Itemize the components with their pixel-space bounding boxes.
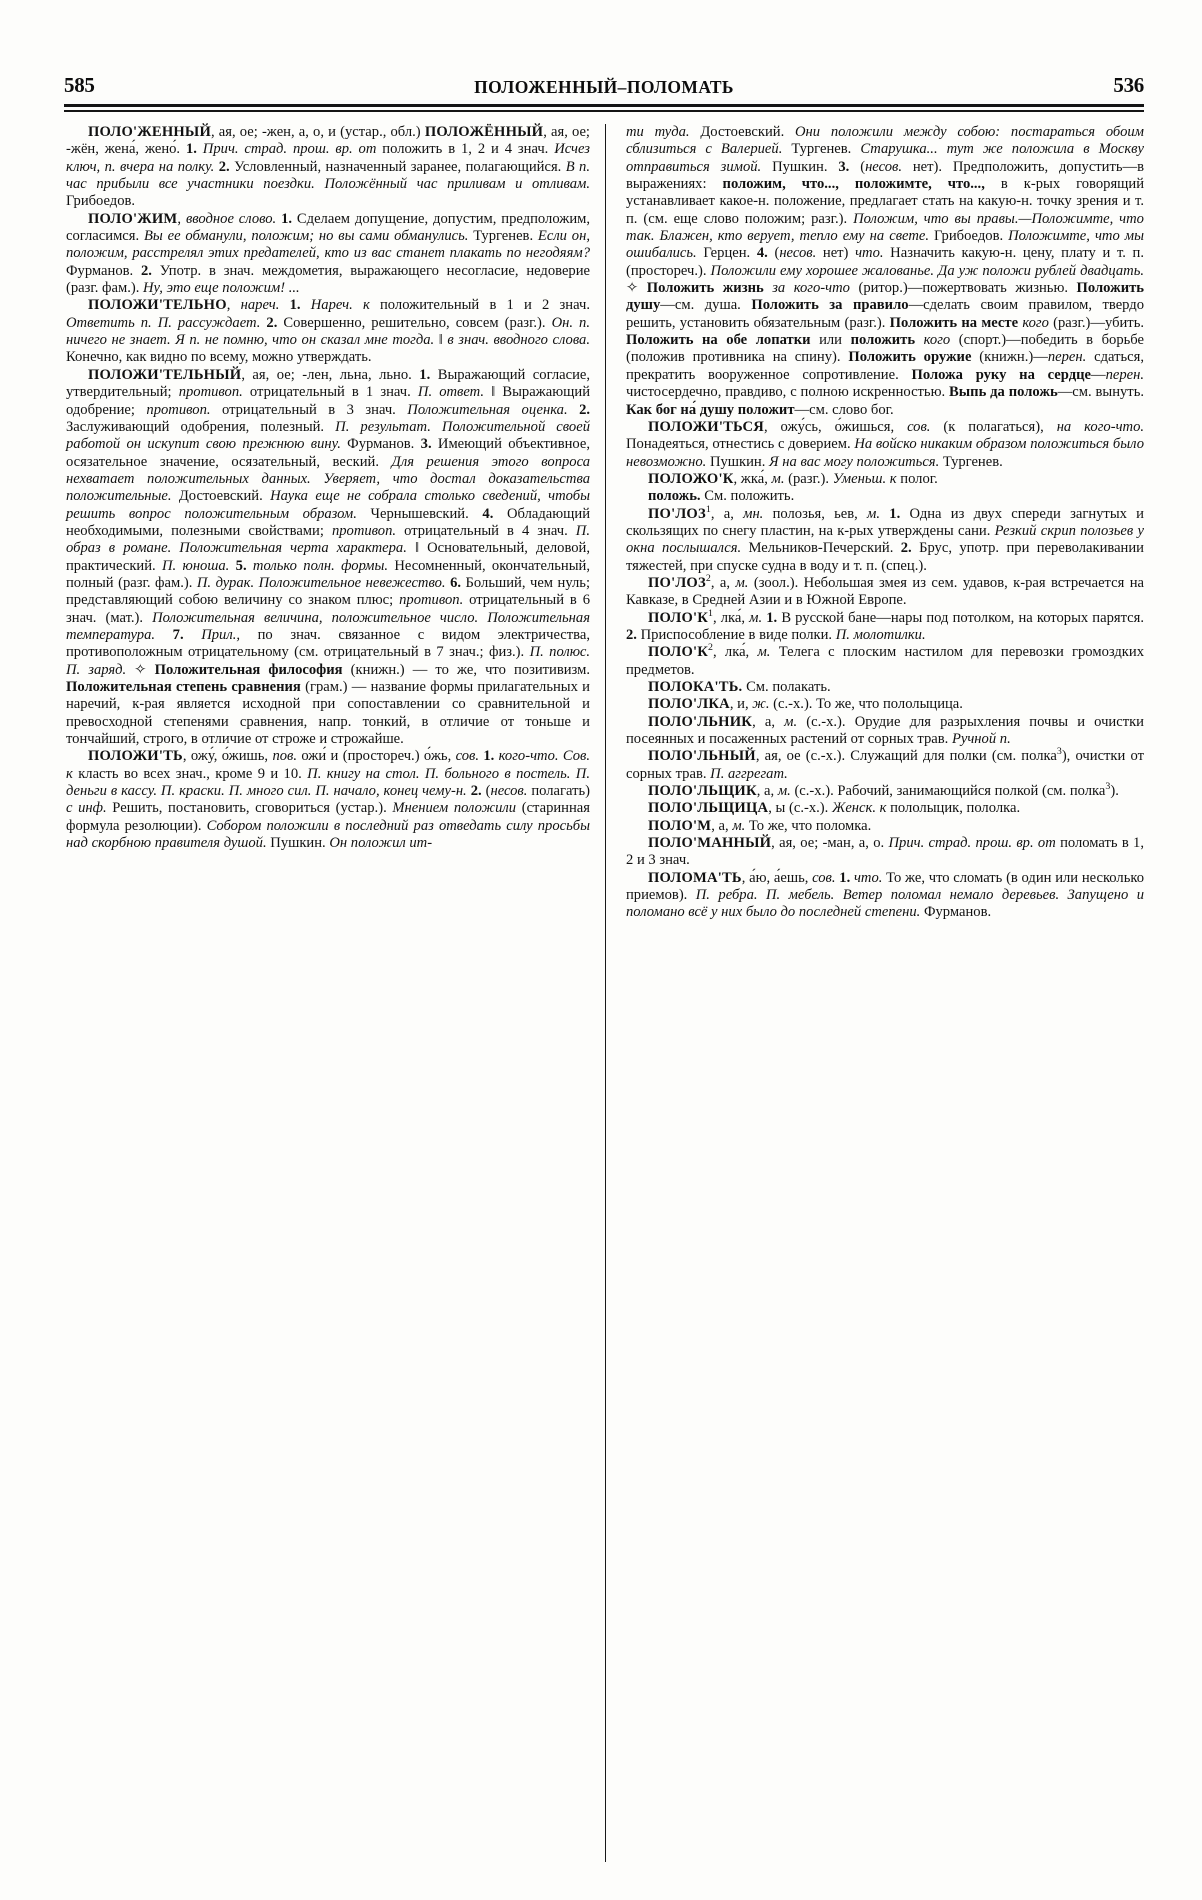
entry-body: , а, м. (зоол.). Небольшая змея из сем. удавов, к-рая встречается на Кавказе, в Средней Азии и в Южной Европе. — [626, 574, 1145, 609]
dictionary-entry — [626, 818, 1144, 835]
dictionary-entry — [626, 419, 1144, 471]
entry-body: , лка́, м. Телега с плоским настилом для перевозки громоздких предметов. — [626, 644, 1144, 678]
entry-body: , а, мн. полозья, ьев, м. 1. Одна из двух спереди загнутых и скользящих по снегу пластин, на к-рых утверждены сани. Резкий скрип полозьев у окна послышался. Мельников-Печерский. 2. Брус, употр. при переволакивании тяжестей, при спуске судна в воду и т. п. (спец.). — [626, 505, 1144, 574]
running-head — [64, 62, 1144, 96]
dictionary-entry — [626, 607, 1144, 645]
entry-body: , а́ю, а́ешь, сов. 1. что. То же, что сломать (в один или несколько приемов). П. ребра. П. мебель. Ветер поломал немало деревьев. Запущено и поломано всё у них было до последней степени. Фурманов. — [626, 869, 1144, 921]
entry-headword: ПОЛОЖИ'ТЬ — [88, 748, 183, 765]
rule-thin — [64, 110, 1144, 112]
dictionary-entry — [626, 696, 1144, 713]
folio-left: 585 — [64, 73, 95, 97]
entry-headword: ПОЛОЖО'К — [648, 470, 734, 487]
entry-headword: ПОЛОЖИ'ТЕЛЬНЫЙ — [88, 366, 242, 383]
header-rules — [64, 104, 1144, 112]
entry-headword: ПОЛО'ЛЬНИК — [648, 713, 753, 730]
entry-body: См. полакать. — [742, 679, 831, 695]
entry-headword: ПОЛО'ЛЬНЫЙ — [648, 748, 756, 765]
entry-headword: ПОЛОМА'ТЬ — [648, 869, 742, 886]
dictionary-entry — [626, 471, 1144, 488]
column-left — [66, 124, 605, 1862]
entry-headword: ПОЛОКА'ТЬ. — [648, 679, 743, 695]
dictionary-entry — [626, 714, 1144, 749]
dictionary-entry — [626, 575, 1144, 610]
dictionary-entry — [66, 211, 590, 298]
headword-superscript: 1 — [708, 607, 713, 619]
entry-body: ти туда. Достоевский. Они положили между собою: постараться обоим сблизиться с Валерией. Тургенев. Старушка... тут же положила в Москву отправиться зимой. Пушкин. 3. (несов. нет). Предположить, допустить—в выражениях: положим, что..., положимте, что..., в к-рых говорящий устанавливает какое-н. положение, предлагает стать на какую-н. точку зрения и т. п. (см. еще слово положим; разг.). Положим, что вы правы.—Положимте, что так. Блажен, кто верует, тепло ему на свете. Грибоедов. Положимте, что мы ошибались. Герцен. 4. (несов. нет) что. Назначить какую-н. цену, плату и т. п. (простореч.). Положили ему хорошее жалованье. Да уж положи рублей двадцать. ✧ Положить жизнь за кого-что (ритор.)—пожертвовать жизнью. Положить душу—см. душа. Положить за правило—сделать своим правилом, твердо решить, установить обязательным (разг.). Положить на месте кого (разг.)—убить. Положить на обе лопатки или положить кого (спорт.)—победить в борьбе (положив противника на спину). Положить оружие (книжн.)—перен. сдаться, прекратить вооруженное сопротивление. Положа руку на сердце—перен. чистосердечно, правдиво, с полною искренностью. Выпь да положь—см. вынуть. Как бог на́ душу положит—см. слово бог. — [626, 124, 1145, 418]
entry-body: См. положить. — [700, 488, 795, 505]
entry-headword: ПОЛО'ЛКА — [648, 696, 730, 713]
entry-body: , нареч. 1. Нареч. к положительный в 1 и 2 знач. Ответить п. П. рассуждает. 2. Совершенно, решительно, совсем (разг.). Он. п. ничего не знает. Я п. не помню, что он сказал мне тогда. ǁ в знач. вводного слова. Конечно, как видно по всему, можно утверждать. — [66, 297, 591, 366]
folio-right: 536 — [1113, 73, 1144, 97]
entry-headword: ПОЛО'ЛЬЩИК — [648, 783, 757, 800]
dictionary-entry — [626, 488, 1144, 505]
entry-headword: ПОЛО'ЖИМ — [88, 210, 178, 227]
entry-headword: ПОЛОЖИ'ТЬСЯ — [648, 418, 764, 435]
entry-headword: ПОЛО'ЖЕННЫЙ — [88, 124, 212, 140]
entry-headword: ПОЛО'К — [648, 644, 709, 661]
dictionary-entry — [626, 835, 1144, 870]
entry-body: , вводное слово. 1. Сделаем допущение, допустим, предположим, согласимся. Вы ее обманули, положим; но вы сами обманулись. Тургенев. Если он, положим, расстрелял этих предателей, кто из вас станет плакать по негодяям? Фурманов. 2. Употр. в знач. междометия, выражающего несогласие, недоверие (разг. фам.). Ну, это еще положим! ... — [66, 210, 591, 297]
headword-superscript: 2 — [708, 642, 713, 654]
entry-body: , ожу́сь, о́жишься, сов. (к полагаться), на кого-что. Понадеяться, отнестись с доверием. На войско никаким образом положиться было невозможно. Пушкин. Я на вас могу положиться. Тургенев. — [626, 418, 1145, 470]
entry-body: , а, м. (с.-х.). Орудие для разрыхления почвы и очистки посеянных и посаженных растений от сорных трав. Ручной п. — [626, 713, 1144, 748]
entry-headword: ПОЛО'К — [648, 609, 709, 626]
entry-body: , и, ж. (с.-х.). То же, что пололыцица. — [729, 696, 963, 713]
headword-superscript: 1 — [705, 503, 711, 515]
dictionary-entry — [626, 644, 1144, 679]
entry-body: , ая, ое; -жен, а, о, и (устар., обл.) ПОЛОЖЁННЫЙ, ая, ое; -жён, жена́, жено́. 1. Прич. страд. прош. вр. от положить в 1, 2 и 4 знач. Исчез ключ, п. вчера на полку. 2. Условленный, назначенный заранее, полагающийся. В п. час прибыли все участники поездки. Положённый час приливам и отливам. Грибоедов. — [66, 124, 590, 210]
entry-headword: ПОЛОЖИ'ТЕЛЬНО — [88, 297, 227, 314]
running-title: ПОЛОЖЕННЫЙ–ПОЛОМАТЬ — [474, 76, 734, 97]
entry-headword: положь. — [648, 488, 701, 505]
entry-headword: ПОЛО'МАННЫЙ — [648, 835, 772, 852]
headword-superscript: 2 — [705, 573, 711, 585]
body-columns — [66, 124, 1144, 1862]
entry-headword: ПОЛО'М — [648, 817, 712, 834]
dictionary-entry — [626, 800, 1144, 817]
entry-headword: ПО'ЛОЗ — [648, 574, 706, 591]
dictionary-entry — [66, 297, 590, 366]
entry-body: , ожу́, о́жишь, пов. ожи́ и (простореч.) о́жь, сов. 1. кого-что. Сов. к класть во всех знач., кроме 9 и 10. П. книгу на стол. П. больного в постель. П. деньги в кассу. П. краски. П. много сил. П. начало, конец чему-н. 2. (несов. полагать) с инф. Решить, постановить, сговориться (устар.). Мнением положили (старинная формула резолюции). Собором положили в последний раз отведать силу просьбы над скорбною правителя душой. Пушкин. Он положил ит- — [66, 748, 590, 852]
dictionary-entry — [626, 783, 1144, 800]
dictionary-entry — [626, 870, 1144, 922]
column-right — [605, 124, 1144, 1862]
dictionary-entry — [626, 124, 1144, 419]
entry-body: , ая, ое; -лен, льна, льно. 1. Выражающий согласие, утвердительный; противоп. отрицательный в 1 знач. П. ответ. ǁ Выражающий одобрение; противоп. отрицательный в 3 знач. Положительная оценка. 2. Заслуживающий одобрения, полезный. П. результат. Положительной своей работой он искупит свою прежнюю вину. Фурманов. 3. Имеющий объективное, осязательное значение, осязательный, веский. Для решения этого вопроса нехватает положительных данных. Уверяет, что достал доказательства положительные. Достоевский. Наука еще не собрала столько сведений, чтобы решить вопрос положительным образом. Чернышевский. 4. Обладающий необходимыми, полезными свойствами; противоп. отрицательный в 4 знач. П. образ в романе. Положительная черта характера. ǁ Основательный, деловой, практический. П. юноша. 5. только полн. формы. Несомненный, окончательный, полный (разг. фам.). П. дурак. Положительное невежество. 6. Больший, чем нуль; представляющий собою величину со знаком плюс; противоп. отрицательный в 6 знач. (мат.). Положительная величина, положительное число. Положительная температура. 7. Прил., по знач. связанное с видом электричества, противоположным отрицательному (см. отрицательный в 7 знач.; физ.). П. полюс. П. заряд. ✧ Положительная философия (книжн.) — то же, что позитивизм. Положительная степень сравнения (грам.) — название формы прилагательных и наречий, к-рая является исходной при сопоставлении со сравнительной и превосходной степенями сравнения, напр. тонкий, в отличие от тоньше и тончайший, строго, в отличие от строже и строжайше. — [66, 366, 591, 748]
dictionary-entry — [626, 679, 1144, 696]
entry-body: , жка́, м. (разг.). Уменьш. к полог. — [733, 470, 938, 487]
entry-body: , а, м. (с.-х.). Рабочий, занимающийся полкой (см. полка$^3$). — [756, 781, 1119, 800]
dictionary-entry — [66, 124, 590, 211]
entry-headword: ПО'ЛОЗ — [648, 505, 706, 522]
entry-body: , а, м. То же, что поломка. — [711, 817, 872, 834]
entry-body: , ая, ое; -ман, а, о. Прич. страд. прош. вр. от поломать в 1, 2 и 3 знач. — [626, 835, 1144, 869]
dictionary-entry — [66, 748, 590, 852]
entry-body: , ы (с.-х.). Женск. к пололыцик, пололка. — [768, 800, 1021, 817]
dictionary-entry — [626, 503, 1144, 575]
entry-body: , лка́, м. 1. В русской бане—нары под потолком, на которых парятся. 2. Приспособление в виде полки. П. молотилки. — [626, 609, 1144, 643]
dictionary-entry — [66, 367, 590, 749]
dictionary-entry — [626, 748, 1144, 783]
rule-thick — [64, 104, 1144, 107]
entry-headword: ПОЛО'ЛЬЩИЦА — [648, 800, 769, 817]
entry-body: , ая, ое (с.-х.). Служащий для полки (см. полка$^3$), очистки от сорных трав. П. аггрегат. — [626, 746, 1144, 782]
